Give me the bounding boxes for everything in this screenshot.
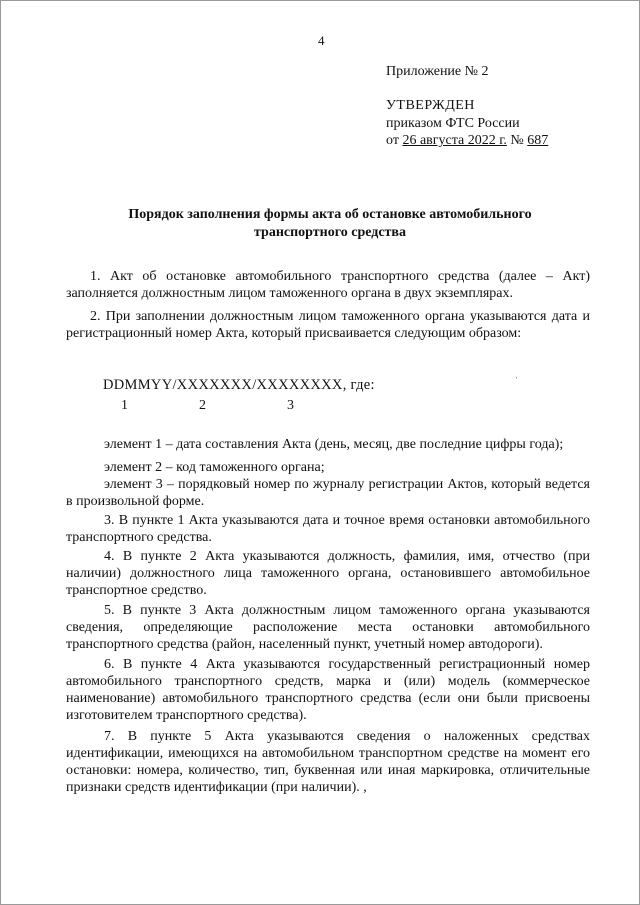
paragraph-7: 7. В пункте 5 Акта указываются сведения о наложенных средствах идентификации, имеющихся на автомобильном транспортном средстве на момент его остановки: номера, количество, тип, буквенная или иная маркировка, отличительные признаки средств идентификации (при наличии). , — [66, 729, 590, 795]
element-1-description: элемент 1 – дата составления Акта (день, месяц, две последние цифры года); — [104, 437, 564, 452]
order-label: приказом ФТС России — [386, 116, 520, 131]
approved-label: УТВЕРЖДЕН — [386, 98, 475, 113]
scan-speck: ˌ — [515, 368, 519, 379]
paragraph-3: 3. В пункте 1 Акта указываются дата и точное время остановки автомобильного транспортного средства. — [66, 513, 590, 545]
date-prefix: от — [386, 133, 403, 148]
element-3-description: элемент 3 – порядковый номер по журналу регистрации Актов, который ведется в произвольной форме. — [66, 477, 590, 509]
paragraph-2: 2. При заполнении должностным лицом таможенного органа указываются дата и регистрационный номер Акта, который присваивается следующим образом: — [66, 309, 590, 341]
order-date-line — [386, 133, 548, 149]
format-element-number-2: 2 — [199, 398, 206, 413]
appendix-label: Приложение № 2 — [386, 64, 489, 79]
title-line-2: транспортного средства — [254, 225, 406, 240]
paragraph-4: 4. В пункте 2 Акта указываются должность, фамилия, имя, отчество (при наличии) должностного лица таможенного органа, остановившего автомобильное транспортное средство. — [66, 549, 590, 598]
page-number: 4 — [318, 33, 325, 48]
paragraph-5: 5. В пункте 3 Акта должностным лицом таможенного органа указываются сведения, определяющие расположение места остановки автомобильного транспортного средства (район, населенный пункт, учетный номер автодороги). — [66, 603, 590, 652]
order-number: 687 — [527, 133, 549, 148]
title-line-1: Порядок заполнения формы акта об остановке автомобильного — [128, 207, 532, 222]
format-element-number-3: 3 — [287, 398, 294, 413]
paragraph-1: 1. Акт об остановке автомобильного транспортного средства (далее – Акт) заполняется должностным лицом таможенного органа в двух экземплярах. — [66, 269, 590, 301]
paragraph-6: 6. В пункте 4 Акта указываются государственный регистрационный номер автомобильного транспортного средств, марка и (или) модель (коммерческое наименование) автомобильного транспортного средства (если они были присвоены изготовителем транспортного средства). — [66, 657, 590, 723]
element-2-description: элемент 2 – код таможенного органа; — [104, 460, 325, 475]
format-element-number-1: 1 — [121, 398, 128, 413]
registration-number-format: DDMMYY/XXXXXXX/XXXXXXXX, где: — [103, 377, 375, 393]
number-prefix: № — [506, 133, 528, 148]
order-date: 26 августа 2022 г. — [402, 133, 507, 148]
document-title — [60, 206, 600, 242]
